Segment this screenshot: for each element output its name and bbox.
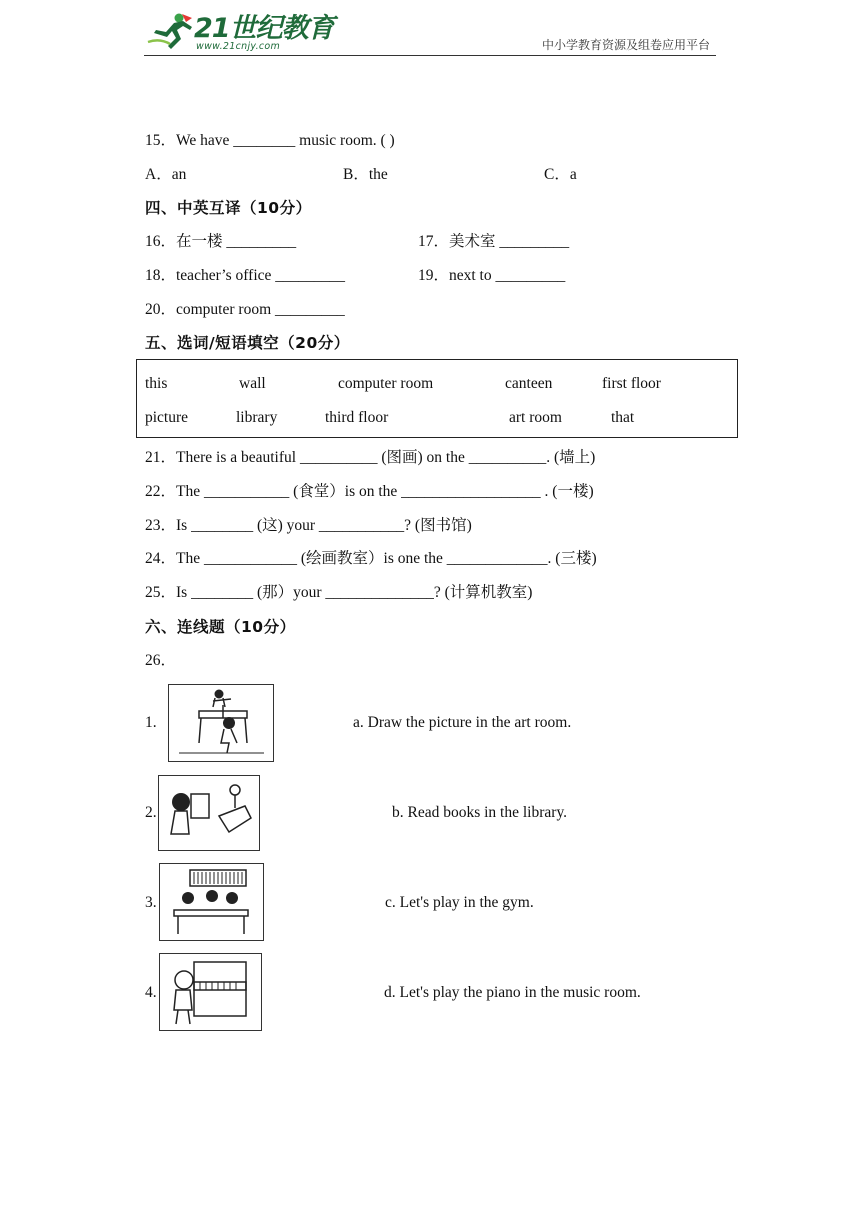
header [0, 0, 860, 60]
picture-library [159, 863, 264, 941]
match-sentence-c: c. Let's play in the gym. [385, 894, 534, 911]
q15-option-a: A．an [145, 166, 187, 183]
match-sentence-a: a. Draw the picture in the art room. [353, 714, 572, 731]
match-sentence-d: d. Let's play the piano in the music room. [384, 984, 641, 1001]
match-number-1: 1. [145, 714, 157, 731]
question-19: 19．next to _________ [418, 267, 566, 284]
q15-option-b: B．the [343, 166, 388, 183]
header-divider [144, 55, 716, 56]
word-bank-item: this [145, 375, 168, 392]
question-16: 16．在一楼 _________ [145, 233, 297, 250]
word-bank-item: first floor [602, 375, 661, 392]
question-17: 17．美术室 _________ [418, 233, 570, 250]
word-bank-box [136, 359, 738, 438]
match-number-2: 2. [145, 804, 157, 821]
question-20: 20．computer room _________ [145, 301, 345, 318]
logo-text: 21世纪教育 [194, 13, 334, 44]
drawing-illustration-icon [159, 776, 258, 849]
word-bank-item: art room [509, 409, 562, 426]
word-bank-item: that [611, 409, 635, 426]
section-5-title: 五、选词/短语填空（20分） [145, 334, 350, 352]
word-bank-item: picture [145, 409, 189, 426]
q15-option-c: C．a [544, 166, 577, 183]
ping-pong-illustration-icon [169, 685, 272, 760]
word-bank-item: third floor [325, 409, 389, 426]
word-bank-item: canteen [505, 375, 553, 392]
section-4-title: 四、中英互译（10分） [145, 199, 312, 217]
piano-illustration-icon [160, 954, 260, 1029]
library-illustration-icon [160, 864, 262, 939]
match-sentence-b: b. Read books in the library. [392, 804, 568, 821]
question-25: 25．Is ________ (那）your ______________? (计算机教室) [145, 584, 533, 601]
picture-drawing [158, 775, 260, 851]
question-15: 15．We have ________ music room. ( ) [145, 132, 395, 149]
word-bank-item: library [236, 409, 278, 426]
question-23: 23．Is ________ (这) your ___________? (图书馆) [145, 517, 472, 534]
question-24: 24．The ____________ (绘画教室）is one the _____________. (三楼) [145, 550, 597, 567]
match-number-4: 4. [145, 984, 157, 1001]
word-bank-item: computer room [338, 375, 434, 392]
section-6-title: 六、连线题（10分） [145, 618, 296, 636]
platform-name: 中小学教育资源及组卷应用平台 [541, 38, 710, 52]
question-21: 21．There is a beautiful __________ (图画) on the __________. (墙上) [145, 449, 596, 466]
question-22: 22．The ___________ (食堂）is on the __________________ . (一楼) [145, 483, 594, 500]
word-bank-item: wall [239, 375, 266, 392]
picture-ping-pong [168, 684, 274, 762]
logo-url: www.21cnjy.com [196, 41, 281, 52]
runner-logo-icon [146, 12, 196, 52]
question-26: 26． [145, 652, 177, 669]
picture-piano [159, 953, 262, 1031]
match-number-3: 3. [145, 894, 157, 911]
question-18: 18．teacher’s office _________ [145, 267, 346, 284]
